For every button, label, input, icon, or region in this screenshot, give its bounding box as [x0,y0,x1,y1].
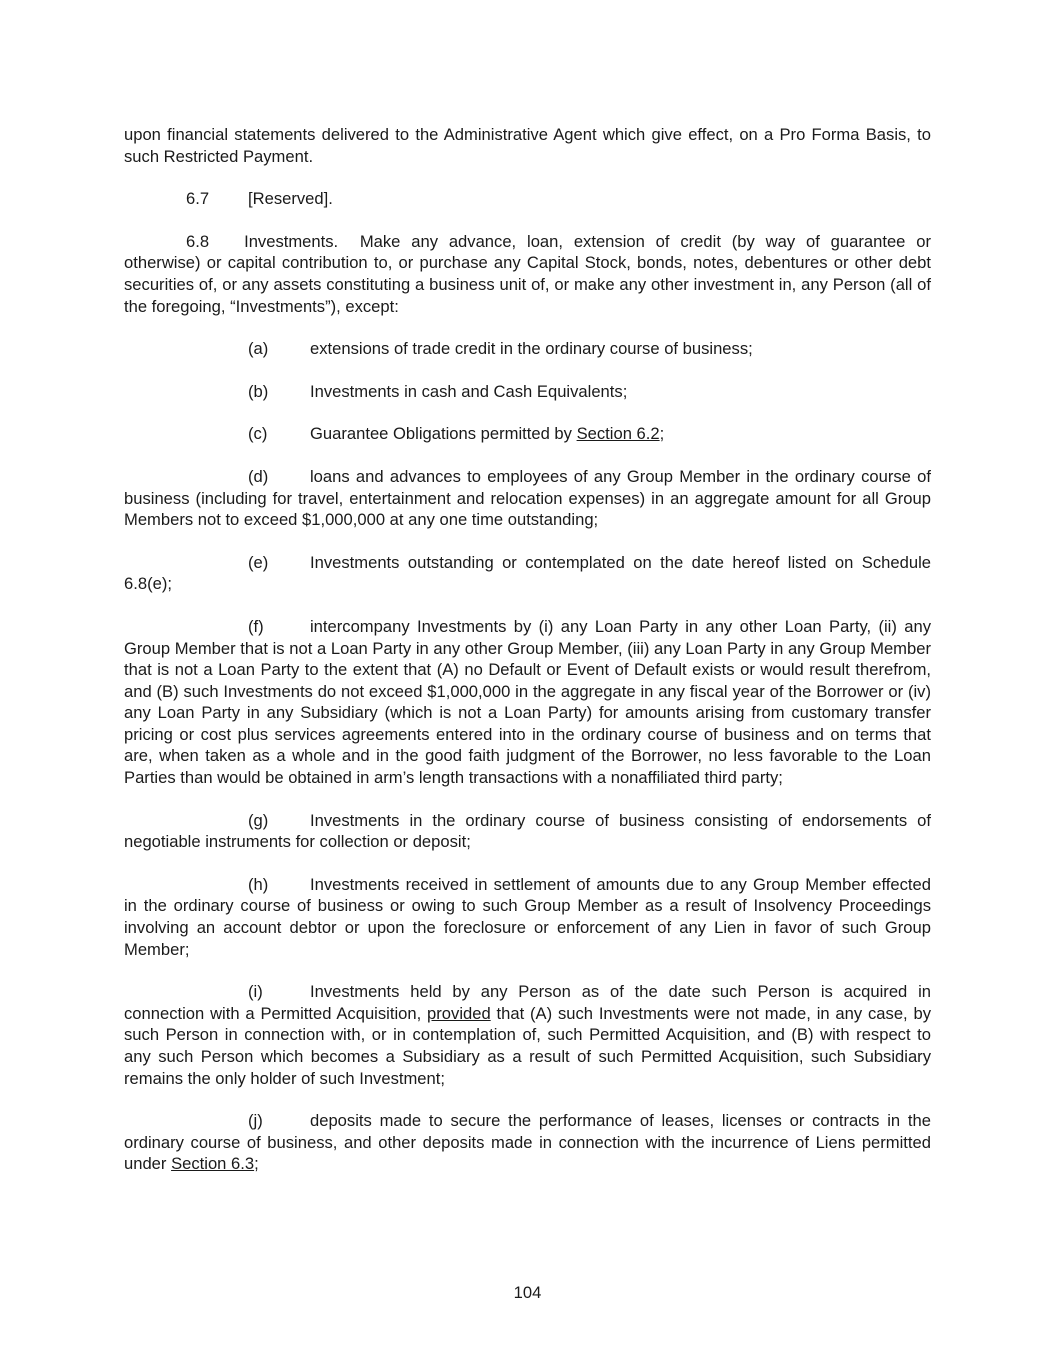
section-heading: Investments. [244,231,339,251]
section-text: [Reserved]. [248,189,333,209]
list-item-j [124,1110,931,1175]
item-label: (b) [248,381,269,401]
item-text: Investments held by any Person as of the date such Person is acquired in connection with a Permitted Acquisition, [124,982,931,1023]
page-number: 104 [513,1283,542,1302]
list-item-i [124,981,931,1089]
item-text: deposits made to secure the performance of leases, licenses or contracts in the ordinary course of business, and other deposits made in connection with the incurrence of Liens permitted under [124,1111,931,1174]
item-text: Investments in the ordinary course of business consisting of endorsements of negotiable instruments for collection or deposit; [124,810,931,852]
item-text: Investments outstanding or contemplated on the date hereof listed on Schedule 6.8(e); [124,552,931,594]
list-item-d [124,466,931,531]
list-item-c [124,423,931,445]
section-link[interactable]: Section 6.3 [171,1154,255,1174]
item-label: (j) [248,1111,263,1131]
list-item-f [124,616,931,789]
item-text: loans and advances to employees of any Group Member in the ordinary course of business (including for travel, entertainment and relocation expenses) in an aggregate amount for all Group Members not to exceed $1,000,000 at any one time outstanding; [124,466,931,530]
section-link[interactable]: Section 6.2 [576,424,660,444]
item-label: (h) [248,874,269,894]
section-number: 6.8 [186,231,210,251]
section-text: Make any advance, loan, extension of credit (by way of guarantee or otherwise) or capital contribution to, or purchase any Capital Stock, bonds, notes, debentures or other debt securities of, or any assets constituting a business unit of, or make any other investment in, any Person (all of the foregoing, “Investments”), except: [124,231,931,316]
item-text: extensions of trade credit in the ordinary course of business; [310,339,753,359]
item-text-end: ; [659,424,665,444]
item-text-end: ; [254,1154,259,1174]
item-label: (c) [248,424,268,444]
item-label: (f) [248,616,264,636]
section-6-7 [124,188,931,210]
item-text: Investments in cash and Cash Equivalents; [310,381,628,401]
item-label: (a) [248,339,269,359]
item-label: (d) [248,466,269,486]
item-label: (g) [248,810,269,830]
list-item-b [124,381,931,403]
list-item-e [124,552,931,595]
item-text: Investments received in settlement of amounts due to any Group Member effected in the ordinary course of business or owing to such Group Member as a result of Insolvency Proceedings involving an account debtor or upon the foreclosure or enforcement of any Lien in favor of such Group Member; [124,874,931,959]
list-item-g [124,810,931,853]
item-text-end: that (A) such Investments were not made, in any case, by such Person in connection with, or in contemplation of, such Permitted Acquisition, and (B) with respect to any such Person which becomes a Subsidiary as a result of such Permitted Acquisition, such Subsidiary remains the only holder of such Investment; [124,1003,931,1088]
item-label: (e) [248,552,269,572]
item-label: (i) [248,982,263,1002]
section-6-8 [124,231,931,317]
list-item-a [124,338,931,360]
provided-term: provided [427,1003,491,1023]
document-page [124,124,931,1196]
item-text: intercompany Investments by (i) any Loan Party in any other Loan Party, (ii) any Group Member that is not a Loan Party in any other Group Member, (iii) any Loan Party in any Group Member that is not a Loan Party to the extent that (A) no Default or Event of Default exists or would result therefrom, and (B) such Investments do not exceed $1,000,000 in the aggregate in any fiscal year of the Borrower or (iv) any Loan Party in any Subsidiary (which is not a Loan Party) for amounts arising from customary transfer pricing or cost plus services agreements entered into in the ordinary course of business and on terms that are, when taken as a whole and in the good faith judgment of the Borrower, no less favorable to the Loan Parties than would be obtained in arm’s length transactions with a nonaffiliated third party; [124,616,931,788]
section-number: 6.7 [186,189,210,209]
intro-paragraph: upon financial statements delivered to the Administrative Agent which give effect, on a Pro Forma Basis, to such Restricted Payment. [124,125,931,166]
item-text: Guarantee Obligations permitted by [310,424,577,444]
list-item-h [124,874,931,960]
